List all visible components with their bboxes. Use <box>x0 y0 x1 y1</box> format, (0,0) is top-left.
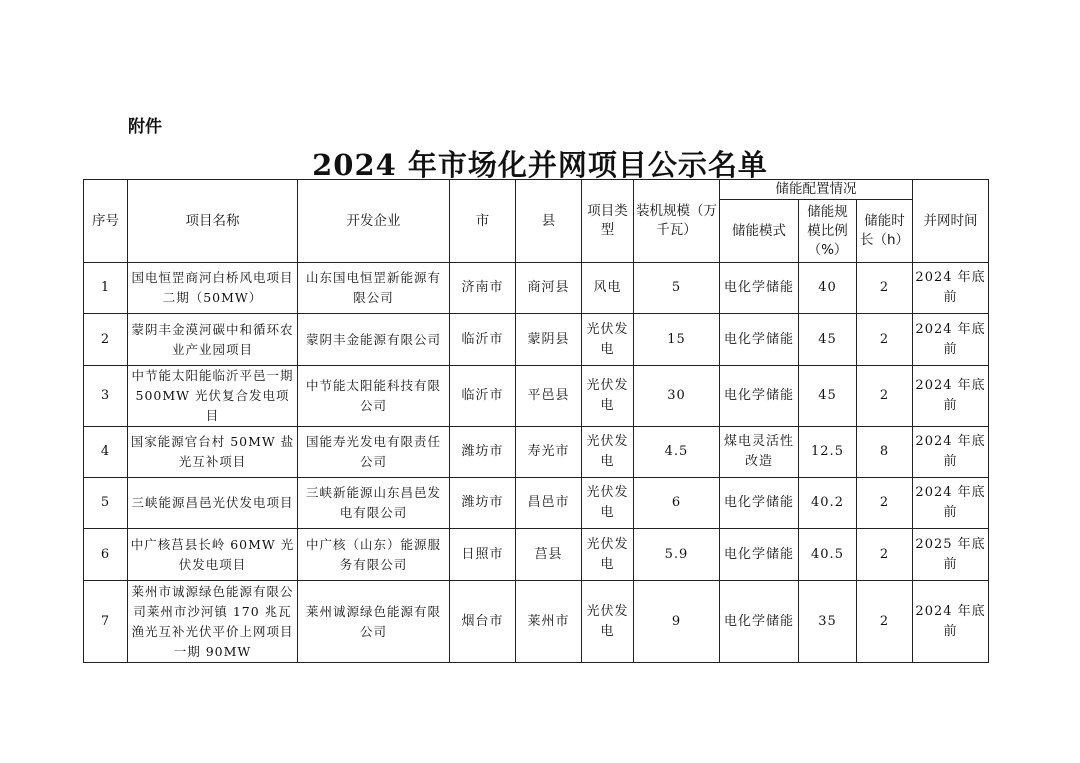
cell-storage-mode: 电化学储能 <box>720 478 799 529</box>
cell-storage-ratio: 45 <box>799 314 857 366</box>
cell-seq: 7 <box>84 581 128 663</box>
project-table <box>83 179 989 663</box>
cell-type: 光伏发电 <box>582 478 634 529</box>
cell-developer: 三峡新能源山东昌邑发电有限公司 <box>298 478 450 529</box>
cell-city: 潍坊市 <box>450 427 516 478</box>
cell-storage-duration: 2 <box>857 581 913 663</box>
cell-type: 光伏发电 <box>582 529 634 581</box>
cell-county: 蒙阴县 <box>516 314 582 366</box>
cell-county: 平邑县 <box>516 366 582 427</box>
col-header-type: 项目类型 <box>582 180 634 263</box>
cell-name: 蒙阴丰金漠河碳中和循环农业产业园项目 <box>128 314 298 366</box>
cell-storage-duration: 2 <box>857 529 913 581</box>
col-header-name: 项目名称 <box>128 180 298 263</box>
cell-county: 莒县 <box>516 529 582 581</box>
cell-county: 昌邑市 <box>516 478 582 529</box>
cell-developer: 国能寿光发电有限责任公司 <box>298 427 450 478</box>
cell-storage-ratio: 40 <box>799 263 857 314</box>
col-header-storage-ratio: 储能规模比例（%） <box>799 200 857 263</box>
cell-capacity: 5 <box>634 263 720 314</box>
cell-seq: 2 <box>84 314 128 366</box>
cell-storage-duration: 2 <box>857 366 913 427</box>
cell-capacity: 5.9 <box>634 529 720 581</box>
cell-seq: 4 <box>84 427 128 478</box>
cell-name: 中节能太阳能临沂平邑一期 500MW 光伏复合发电项目 <box>128 366 298 427</box>
cell-grid-time: 2025 年底前 <box>913 529 989 581</box>
cell-grid-time: 2024 年底前 <box>913 263 989 314</box>
cell-developer: 中广核（山东）能源服务有限公司 <box>298 529 450 581</box>
cell-seq: 5 <box>84 478 128 529</box>
cell-name: 莱州市诚源绿色能源有限公司莱州市沙河镇 170 兆瓦渔光互补光伏平价上网项目一期 90MW <box>128 581 298 663</box>
cell-city: 临沂市 <box>450 314 516 366</box>
cell-seq: 6 <box>84 529 128 581</box>
cell-storage-mode: 煤电灵活性改造 <box>720 427 799 478</box>
cell-storage-ratio: 40.5 <box>799 529 857 581</box>
cell-city: 日照市 <box>450 529 516 581</box>
cell-city: 潍坊市 <box>450 478 516 529</box>
cell-storage-ratio: 45 <box>799 366 857 427</box>
cell-capacity: 15 <box>634 314 720 366</box>
table-row <box>84 314 989 366</box>
col-header-county: 县 <box>516 180 582 263</box>
cell-city: 临沂市 <box>450 366 516 427</box>
table-row <box>84 581 989 663</box>
cell-county: 商河县 <box>516 263 582 314</box>
cell-storage-ratio: 12.5 <box>799 427 857 478</box>
cell-developer: 莱州诚源绿色能源有限公司 <box>298 581 450 663</box>
cell-storage-mode: 电化学储能 <box>720 263 799 314</box>
attachment-label: 附件 <box>128 117 162 137</box>
cell-city: 烟台市 <box>450 581 516 663</box>
col-header-city: 市 <box>450 180 516 263</box>
cell-type: 光伏发电 <box>582 427 634 478</box>
cell-developer: 蒙阴丰金能源有限公司 <box>298 314 450 366</box>
cell-seq: 3 <box>84 366 128 427</box>
table-row <box>84 529 989 581</box>
table-row <box>84 366 989 427</box>
table-row <box>84 478 989 529</box>
cell-storage-duration: 2 <box>857 478 913 529</box>
cell-capacity: 30 <box>634 366 720 427</box>
cell-storage-mode: 电化学储能 <box>720 529 799 581</box>
cell-type: 光伏发电 <box>582 366 634 427</box>
cell-developer: 山东国电恒罡新能源有限公司 <box>298 263 450 314</box>
cell-name: 三峡能源昌邑光伏发电项目 <box>128 478 298 529</box>
header-row-top <box>84 180 989 200</box>
col-header-storage-group: 储能配置情况 <box>720 180 913 200</box>
cell-city: 济南市 <box>450 263 516 314</box>
col-header-seq: 序号 <box>84 180 128 263</box>
cell-storage-duration: 8 <box>857 427 913 478</box>
cell-storage-mode: 电化学储能 <box>720 581 799 663</box>
cell-grid-time: 2024 年底前 <box>913 366 989 427</box>
cell-name: 国电恒罡商河白桥风电项目二期（50MW） <box>128 263 298 314</box>
cell-seq: 1 <box>84 263 128 314</box>
cell-name: 国家能源官台村 50MW 盐光互补项目 <box>128 427 298 478</box>
cell-county: 莱州市 <box>516 581 582 663</box>
table-row <box>84 427 989 478</box>
cell-grid-time: 2024 年底前 <box>913 478 989 529</box>
page-title: 2024 年市场化并网项目公示名单 <box>312 148 768 182</box>
cell-grid-time: 2024 年底前 <box>913 427 989 478</box>
cell-storage-duration: 2 <box>857 263 913 314</box>
cell-name: 中广核莒县长岭 60MW 光伏发电项目 <box>128 529 298 581</box>
cell-type: 风电 <box>582 263 634 314</box>
cell-storage-ratio: 40.2 <box>799 478 857 529</box>
table-row <box>84 263 989 314</box>
cell-storage-mode: 电化学储能 <box>720 366 799 427</box>
col-header-developer: 开发企业 <box>298 180 450 263</box>
cell-storage-mode: 电化学储能 <box>720 314 799 366</box>
cell-developer: 中节能太阳能科技有限公司 <box>298 366 450 427</box>
cell-grid-time: 2024 年底前 <box>913 314 989 366</box>
col-header-storage-mode: 储能模式 <box>720 200 799 263</box>
cell-county: 寿光市 <box>516 427 582 478</box>
cell-storage-duration: 2 <box>857 314 913 366</box>
col-header-grid-time: 并网时间 <box>913 180 989 263</box>
col-header-storage-duration: 储能时长（h） <box>857 200 913 263</box>
cell-type: 光伏发电 <box>582 314 634 366</box>
cell-capacity: 9 <box>634 581 720 663</box>
cell-capacity: 4.5 <box>634 427 720 478</box>
cell-grid-time: 2024 年底前 <box>913 581 989 663</box>
col-header-capacity: 装机规模（万千瓦） <box>634 180 720 263</box>
cell-capacity: 6 <box>634 478 720 529</box>
cell-type: 光伏发电 <box>582 581 634 663</box>
cell-storage-ratio: 35 <box>799 581 857 663</box>
